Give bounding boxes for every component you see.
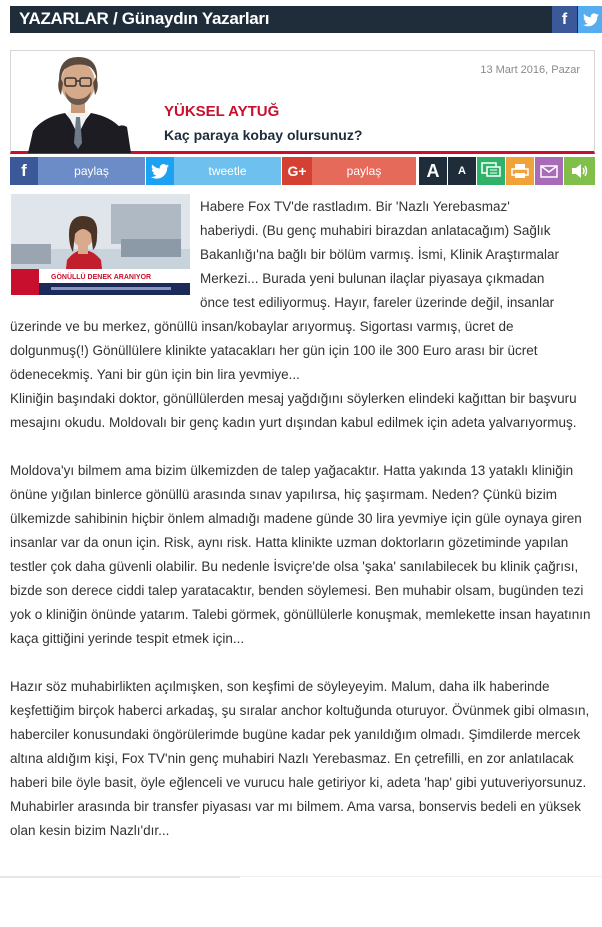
twitter-share-label: tweetle [208, 164, 247, 178]
facebook-share-button[interactable] [10, 157, 145, 185]
google-plus-share-button[interactable] [282, 157, 416, 185]
google-plus-icon: G+ [282, 157, 312, 185]
twitter-icon [146, 157, 174, 185]
article-line: önce test ediliyormuş. Hayır, fareler üzerinde değil, insanlar [200, 295, 555, 310]
article-paragraph-2: Kliniğin başındaki doktor, gönüllülerden mesaj yağdığını söylerken elindeki kağıttan bir başvuru mesajını okudu. Moldovalı bir genç kadın yurt dışından kabul edilmek için adeta yalvarıyormuş. [10, 391, 577, 430]
font-increase-button[interactable]: A [419, 157, 447, 185]
print-icon[interactable] [506, 157, 534, 185]
article-paragraph-3: Moldova'yı bilmem ama bizim ülkemizden de talep yağacaktır. Hatta yakında 13 yataklı kliniğin önüne yığılan binlerce gönüllü arasında sınav yapılırsa, hiç şaşırmam. Neden? Çünkü bizim ülkemizde sahibinin hiçbir önlem almadığı madene günde 30 lira yevmiye için güle oynaya giren insanlar var da onun için. Risk, aynı risk. Hatta klinikte uzman doktorların gözetiminde yapılan testler çok daha güvenli olabilir. Bu nedenle İsviçre'de olsa 'şaka' sanılabilecek bu klinik çağrısı, bizde son derece ciddi talep yaratacaktır, benden söylemesi. Ben muhabir olsam, bugünden tezi yok o kliniğin önünde yatarım. Talebi görmek, gönüllülerle konuşmak, memlekette insan hayatının kaça gittiğini yerinde tespit etmek için... [10, 463, 591, 646]
author-avatar[interactable] [23, 43, 133, 153]
article-line: Merkezi... Burada yeni bulunan ilaçlar piyasaya çıkmadan [200, 271, 545, 286]
article-line: Bakanlığı'na bağlı bir bölüm varmış. İsmi, Klinik Araştırmalar [200, 247, 559, 262]
article-line: haberiydi. (Bu genç muhabiri birazdan anlatacağım) Sağlık [200, 223, 551, 238]
author-name[interactable]: YÜKSEL AYTUĞ [164, 103, 280, 120]
article-paragraph-1: üzerinde ve bu merkez, gönüllü insan/kobaylar arıyormuş. Sigortası varmış, ücret de dolgunmuş(!) Gönüllülere klinikte yatacakları her gün için 100 ile 300 Euro arası bir ücret ödenecekmiş. Yani bir gün için bin lira yevmiye... [10, 319, 538, 382]
mail-icon[interactable] [535, 157, 563, 185]
article-date: 13 Mart 2016, Pazar [480, 64, 580, 76]
twitter-icon[interactable] [578, 6, 602, 33]
font-decrease-button[interactable]: A [448, 157, 476, 185]
article-photo[interactable] [11, 194, 190, 295]
speaker-icon[interactable] [564, 157, 595, 185]
facebook-share-label: paylaş [74, 164, 109, 178]
facebook-icon[interactable]: f [552, 6, 577, 33]
article-title: Kaç paraya kobay olursunuz? [164, 127, 363, 143]
section-header [10, 6, 602, 33]
google-share-label: paylaş [346, 164, 382, 178]
article-paragraph-4: Hazır söz muhabirlikten açılmışken, son keşfimi de söyleyeyim. Malum, daha ilk haberinde keşfettiğim birçok haberci arkadaş, şu sıralar anchor koltuğunda oturuyor. Övünmek gibi olmasın, haberciler konusundaki öngörülerimde bugüne kadar pek yanıldığım olmadı. Şimdilerde mercek altına aldığım kişi, Fox TV'nin genç muhabiri Nazlı Yerebasmaz. En çetrefilli, en zor anlatılacak haberi bile öyle basit, öyle eğlenceli ve vurucu hale getiriyor ki, adeta 'hap' gibi yutuveriyorsunuz. Muhabirler arasında bir transfer piyasası var mı bilmem. Ama varsa, bonservis bedeli en yüksek olan kesin bizim Nazlı'dır... [10, 679, 590, 838]
divider [0, 876, 240, 878]
comment-icon[interactable] [477, 157, 505, 185]
facebook-icon: f [10, 157, 38, 185]
twitter-share-button[interactable] [146, 157, 281, 185]
divider [240, 876, 602, 877]
photo-caption: GÖNÜLLÜ DENEK ARANIYOR [51, 274, 152, 281]
article-line: Habere Fox TV'de rastladım. Bir 'Nazlı Yerebasmaz' [200, 199, 510, 214]
section-title[interactable]: YAZARLAR / Günaydın Yazarları [19, 9, 270, 28]
share-bar [10, 157, 595, 185]
author-box [10, 50, 595, 154]
